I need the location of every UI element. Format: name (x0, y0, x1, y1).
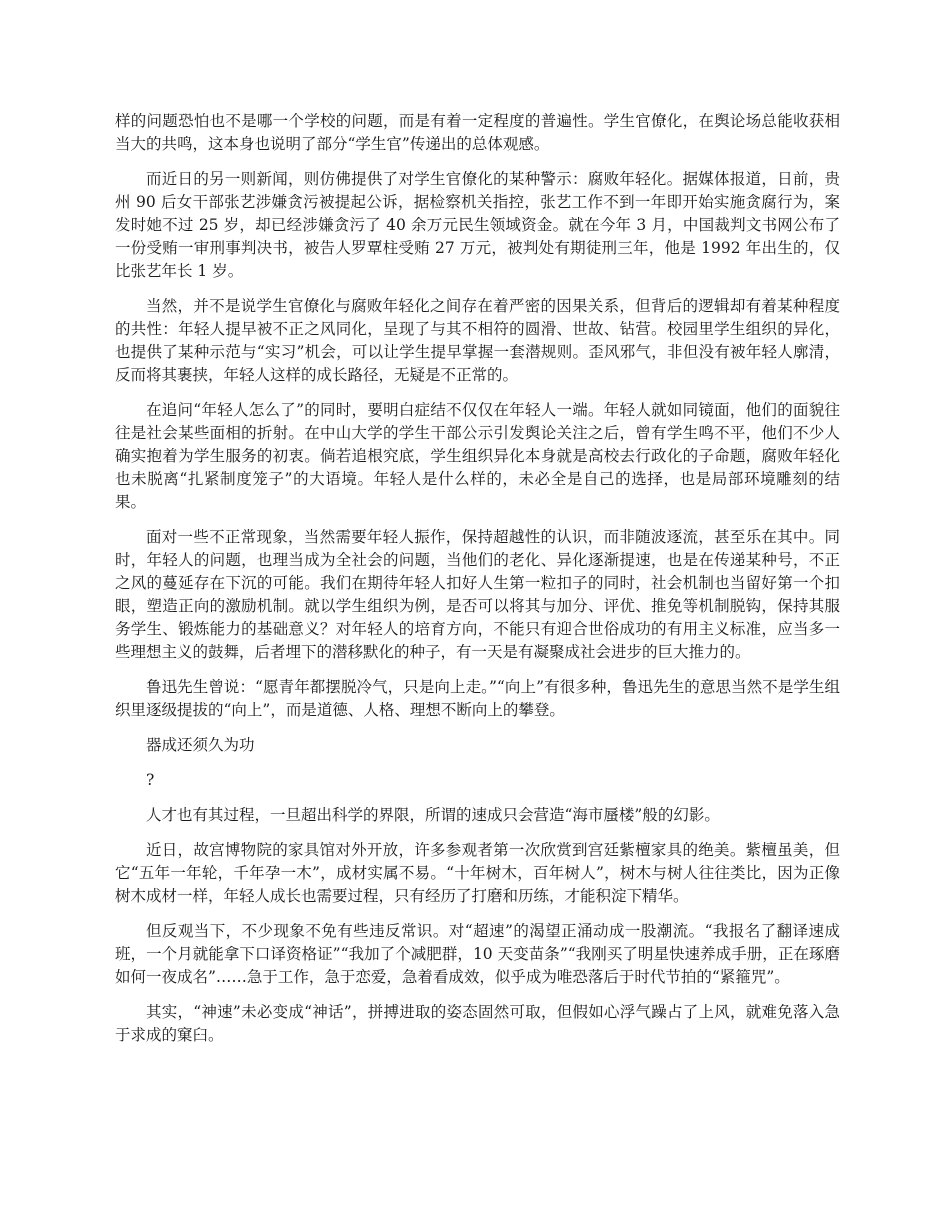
paragraph-4: 在追问“年轻人怎么了”的同时，要明白症结不仅仅在年轻人一端。年轻人就如同镜面，他们的面貌往往是社会某些面相的折射。在中山大学的学生干部公示引发舆论关注之后，曾有学生鸣不平，他们不少人确实抱着为学生服务的初衷。倘若追根究底，学生组织异化本身就是高校去行政化的子命题，腐败年轻化也未脱离“扎紧制度笼子”的大语境。年轻人是什么样的，未必全是自己的选择，也是局部环境雕刻的结果。 (115, 401, 840, 511)
paragraph-6: 鲁迅先生曾说：“愿青年都摆脱冷气，只是向上走。”“向上”有很多种，鲁迅先生的意思当然不是学生组织里逐级提拔的“向上”，而是道德、人格、理想不断向上的攀登。 (115, 678, 840, 719)
paragraph-5: 面对一些不正常现象，当然需要年轻人振作，保持超越性的认识，而非随波逐流，甚至乐在其中。同时，年轻人的问题，也理当成为全社会的问题，当他们的老化、异化逐渐提速，也是在传递某种号，不正之风的蔓延存在下沉的可能。我们在期待年轻人扣好人生第一粒扣子的同时，社会机制也当留好第一个扣眼，塑造正向的激励机制。就以学生组织为例，是否可以将其与加分、评优、推免等机制脱钩，保持其服务学生、锻炼能力的基础意义？对年轻人的培育方向，不能只有迎合世俗成功的有用主义标准，应当多一些理想主义的鼓舞，后者埋下的潜移默化的种子，有一天是有凝聚成社会进步的巨大推力的。 (115, 528, 840, 661)
paragraph-2: 而近日的另一则新闻，则仿佛提供了对学生官僚化的某种警示：腐败年轻化。据媒体报道，日前，贵州 90 后女干部张艺涉嫌贪污被提起公诉，据检察机关指控，张艺工作不到一年即开始实施贪腐行为，案发时她不过 25 岁，却已经涉嫌贪污了 40 余万元民生领域资金。就在今年 3 月，中国裁判文书网公布了一份受贿一审刑事判决书，被告人罗覃柱受贿 27 万元，被判处有期徒刑三年，他是 1992 年出生的，仅比张艺年长 1 岁。 (115, 170, 840, 280)
paragraph-7: 人才也有其过程，一旦超出科学的界限，所谓的速成只会营造“海市蜃楼”般的幻影。 (146, 806, 720, 824)
section-heading: 器成还须久为功 (146, 736, 255, 754)
paragraph-8: 近日，故宫博物院的家具馆对外开放，许多参观者第一次欣赏到宫廷紫檀家具的绝美。紫檀虽美，但它“五年一年轮，千年孕一木”，成材实属不易。“十年树木，百年树人”，树木与树人往往类比，因为正像树木成材一样，年轻人成长也需要过程，只有经历了打磨和历练，才能积淀下精华。 (115, 841, 840, 905)
paragraph-1: 样的问题恐怕也不是哪一个学校的问题，而是有着一定程度的普遍性。学生官僚化，在舆论场总能收获相当大的共鸣，这本身也说明了部分“学生官”传递出的总体观感。 (115, 112, 840, 153)
placeholder-mark: ? (146, 771, 155, 789)
paragraph-3: 当然，并不是说学生官僚化与腐败年轻化之间存在着严密的因果关系，但背后的逻辑却有着某种程度的共性：年轻人提早被不正之风同化，呈现了与其不相符的圆滑、世故、钻营。校园里学生组织的异化，也提供了某种示范与“实习”机会，可以让学生提早掌握一套潜规则。歪风邪气，非但没有被年轻人廓清，反而将其裹挟，年轻人这样的成长路径，无疑是不正常的。 (115, 297, 840, 384)
document-body (115, 110, 840, 1059)
paragraph-9: 但反观当下，不少现象不免有些违反常识。对“超速”的渴望正涌动成一股潮流。“我报名了翻译速成班，一个月就能拿下口译资格证”“我加了个减肥群，10 天变苗条”“我刚买了明星快速养成手册，正在琢磨如何一夜成名”……急于工作，急于恋爱，急着看成效，似乎成为唯恐落后于时代节拍的“紧箍咒”。 (115, 922, 840, 986)
paragraph-10: 其实，“神速”未必变成“神话”，拼搏进取的姿态固然可取，但假如心浮气躁占了上风，就难免落入急于求成的窠臼。 (115, 1003, 840, 1044)
